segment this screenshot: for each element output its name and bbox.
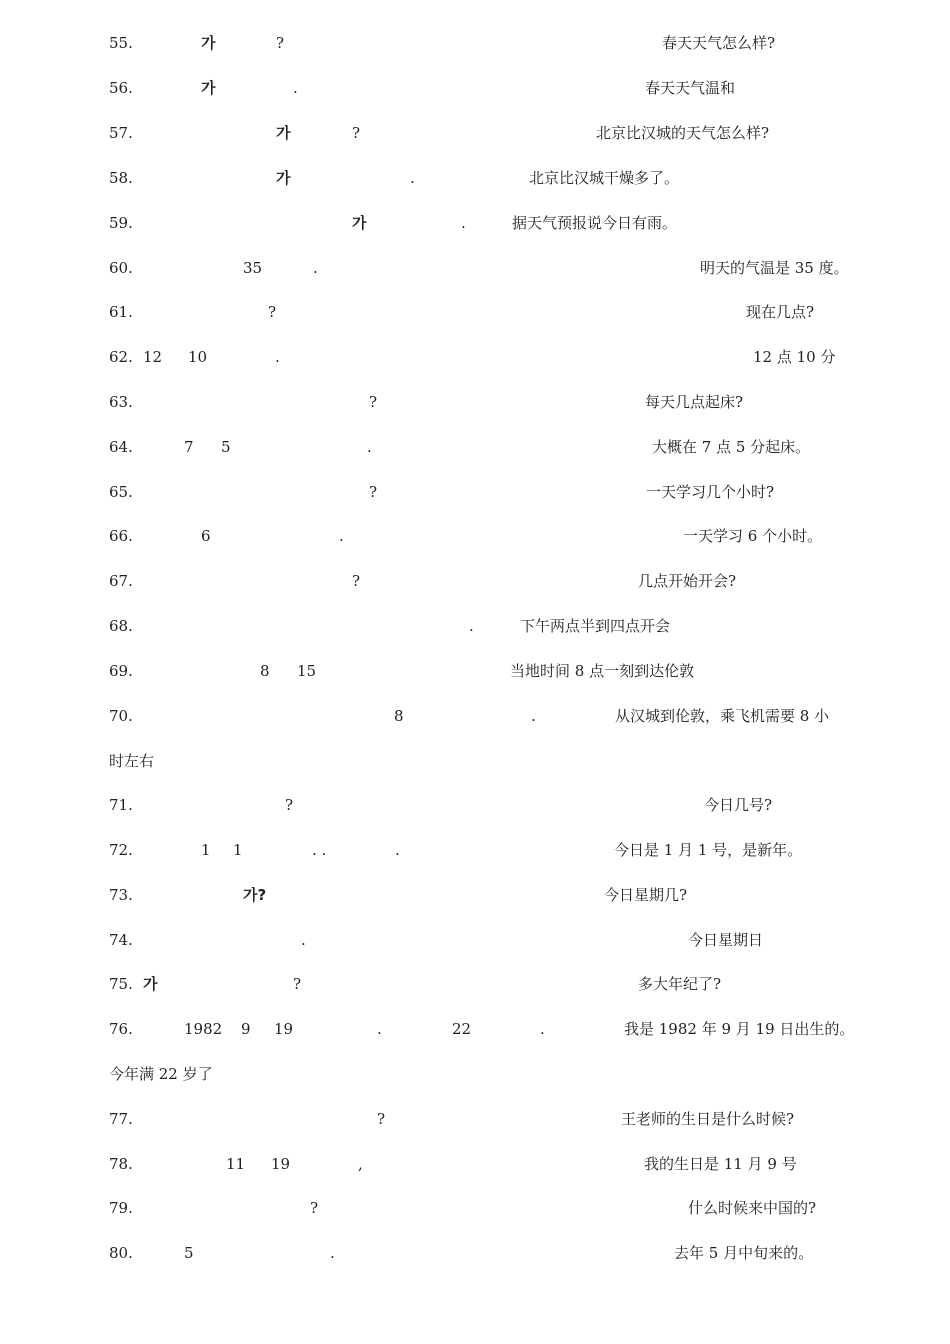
line-number: 66. (109, 527, 133, 545)
text-fragment: 8 (394, 707, 404, 725)
chinese-sentence: 一天学习 6 个小时。 (683, 527, 823, 545)
line-number: 73. (109, 886, 133, 904)
text-fragment: . (339, 527, 344, 545)
text-fragment: 가 (352, 214, 367, 232)
text-fragment: 7 (184, 438, 194, 456)
text-fragment: 가 (143, 975, 158, 993)
text-fragment: ? (377, 1110, 386, 1128)
chinese-sentence: 春天天气怎么样? (662, 34, 776, 52)
line-number: 76. (109, 1020, 133, 1038)
text-fragment: ? (268, 303, 277, 321)
text-fragment: 1 (201, 841, 211, 859)
text-fragment: 1 (233, 841, 243, 859)
text-fragment: . (469, 617, 474, 635)
chinese-sentence: 大概在 7 点 5 分起床。 (652, 438, 811, 456)
text-fragment: ? (369, 483, 378, 501)
line-number: 70. (109, 707, 133, 725)
line-number: 55. (109, 34, 133, 52)
chinese-sentence: 今年满 22 岁了 (109, 1065, 213, 1083)
text-fragment: . (531, 707, 536, 725)
chinese-sentence: 北京比汉城干燥多了。 (529, 169, 680, 187)
text-fragment: 가? (243, 886, 267, 904)
line-number: 61. (109, 303, 133, 321)
chinese-sentence: 北京比汉城的天气怎么样? (596, 124, 770, 142)
text-fragment: 9 (241, 1020, 251, 1038)
text-fragment: 6 (201, 527, 211, 545)
chinese-sentence: 一天学习几个小时? (646, 483, 775, 501)
line-number: 63. (109, 393, 133, 411)
chinese-sentence: 从汉城到伦敦，乘飞机需要 8 小 (615, 707, 830, 725)
text-fragment: 11 (226, 1155, 246, 1173)
text-fragment: ? (352, 572, 361, 590)
line-number: 65. (109, 483, 133, 501)
text-fragment: . (330, 1244, 335, 1262)
chinese-sentence: 12 点 10 分 (753, 348, 836, 366)
text-fragment: ? (285, 796, 294, 814)
text-fragment: 12 (143, 348, 163, 366)
line-number: 64. (109, 438, 133, 456)
line-number: 72. (109, 841, 133, 859)
chinese-sentence: 时左右 (109, 752, 155, 770)
text-fragment: 10 (188, 348, 208, 366)
text-fragment: . (275, 348, 280, 366)
chinese-sentence: 下午两点半到四点开会 (520, 617, 671, 635)
text-fragment: 가 (201, 34, 216, 52)
line-number: 59. (109, 214, 133, 232)
line-number: 79. (109, 1199, 133, 1217)
text-fragment: 8 (260, 662, 270, 680)
text-fragment: , (358, 1155, 363, 1173)
chinese-sentence: 今日是 1 月 1 号，是新年。 (614, 841, 803, 859)
text-fragment: 5 (184, 1244, 194, 1262)
text-fragment: ? (293, 975, 302, 993)
line-number: 69. (109, 662, 133, 680)
chinese-sentence: 去年 5 月中旬来的。 (674, 1244, 814, 1262)
chinese-sentence: 今日星期日 (688, 931, 764, 949)
text-fragment: 19 (271, 1155, 291, 1173)
text-fragment: 15 (297, 662, 317, 680)
chinese-sentence: 几点开始开会? (638, 572, 737, 590)
line-number: 60. (109, 259, 133, 277)
text-fragment: . (313, 259, 318, 277)
text-fragment: 가 (276, 124, 291, 142)
line-number: 58. (109, 169, 133, 187)
text-fragment: 가 (201, 79, 216, 97)
chinese-sentence: 王老师的生日是什么时候? (621, 1110, 795, 1128)
text-fragment: 1982 (184, 1020, 223, 1038)
chinese-sentence: 春天天气温和 (645, 79, 736, 97)
text-fragment: ? (369, 393, 378, 411)
chinese-sentence: 多大年纪了? (638, 975, 722, 993)
text-fragment: ? (310, 1199, 319, 1217)
text-fragment: . (367, 438, 372, 456)
text-fragment: . (301, 931, 306, 949)
line-number: 75. (109, 975, 133, 993)
chinese-sentence: 我是 1982 年 9 月 19 日出生的。 (624, 1020, 855, 1038)
line-number: 67. (109, 572, 133, 590)
chinese-sentence: 什么时候来中国的? (688, 1199, 817, 1217)
line-number: 80. (109, 1244, 133, 1262)
chinese-sentence: 我的生日是 11 月 9 号 (644, 1155, 797, 1173)
line-number: 62. (109, 348, 133, 366)
line-number: 68. (109, 617, 133, 635)
chinese-sentence: 现在几点? (746, 303, 815, 321)
text-fragment: . (293, 79, 298, 97)
chinese-sentence: 今日几号? (704, 796, 773, 814)
line-number: 71. (109, 796, 133, 814)
chinese-sentence: 每天几点起床? (645, 393, 744, 411)
text-fragment: 가 (276, 169, 291, 187)
chinese-sentence: 明天的气温是 35 度。 (700, 259, 849, 277)
text-fragment: 22 (452, 1020, 472, 1038)
text-fragment: 19 (274, 1020, 294, 1038)
text-fragment: . (461, 214, 466, 232)
text-fragment: . (395, 841, 400, 859)
text-fragment: . (410, 169, 415, 187)
text-fragment: . . (312, 841, 327, 859)
text-fragment: . (540, 1020, 545, 1038)
chinese-sentence: 当地时间 8 点一刻到达伦敦 (510, 662, 695, 680)
line-number: 56. (109, 79, 133, 97)
text-fragment: ? (352, 124, 361, 142)
line-number: 74. (109, 931, 133, 949)
line-number: 77. (109, 1110, 133, 1128)
text-fragment: 5 (221, 438, 231, 456)
line-number: 78. (109, 1155, 133, 1173)
text-fragment: ? (276, 34, 285, 52)
chinese-sentence: 今日星期几? (604, 886, 688, 904)
text-fragment: 35 (243, 259, 263, 277)
line-number: 57. (109, 124, 133, 142)
chinese-sentence: 据天气预报说今日有雨。 (512, 214, 678, 232)
text-fragment: . (377, 1020, 382, 1038)
